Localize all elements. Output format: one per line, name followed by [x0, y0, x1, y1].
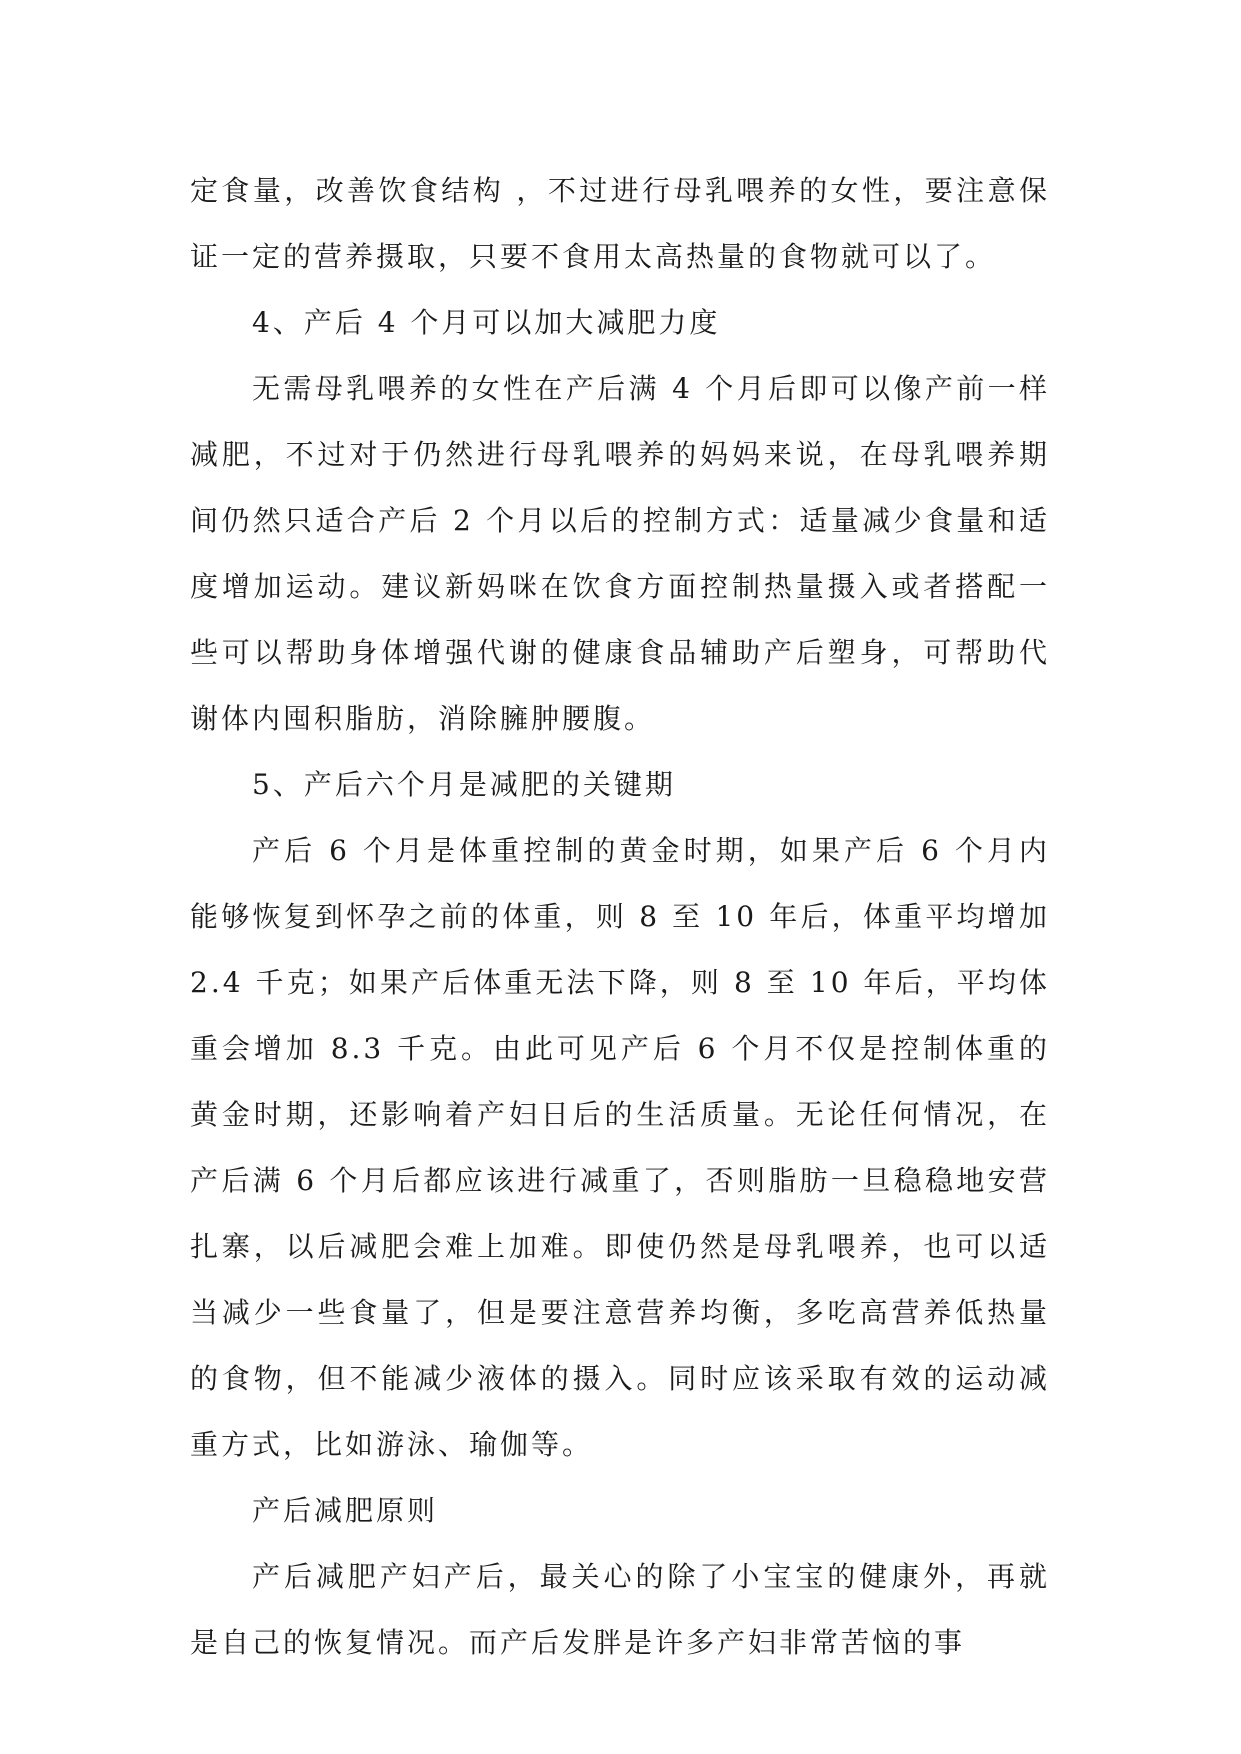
heading-principles: 产后减肥原则 [252, 1494, 439, 1527]
document-page [190, 158, 1050, 1676]
paragraph-month-4: 无需母乳喂养的女性在产后满 4 个月后即可以像产前一样减肥，不过对于仍然进行母乳喂养的妈妈来说，在母乳喂养期间仍然只适合产后 2 个月以后的控制方式：适量减少食量和适度增加运动。建议新妈咪在饮食方面控制热量摄入或者搭配一些可以帮助身体增强代谢的健康食品辅助产后塑身，可帮助代谢体内囤积脂肪，消除臃肿腰腹。 [190, 372, 1050, 735]
heading-month-6: 5、产后六个月是减肥的关键期 [252, 768, 676, 801]
heading-month-4: 4、产后 4 个月可以加大减肥力度 [252, 306, 721, 339]
paragraph-principles: 产后减肥产妇产后，最关心的除了小宝宝的健康外，再就是自己的恢复情况。而产后发胖是许多产妇非常苦恼的事 [190, 1560, 1050, 1659]
paragraph-diet-continuation: 定食量，改善饮食结构 ，不过进行母乳喂养的女性，要注意保证一定的营养摄取，只要不食用太高热量的食物就可以了。 [190, 174, 1050, 273]
paragraph-month-6: 产后 6 个月是体重控制的黄金时期，如果产后 6 个月内能够恢复到怀孕之前的体重，则 8 至 10 年后，体重平均增加 2.4 千克；如果产后体重无法下降，则 8 至 10 年后，平均体重会增加 8.3 千克。由此可见产后 6 个月不仅是控制体重的黄金时期，还影响着产妇日后的生活质量。无论任何情况，在产后满 6 个月后都应该进行减重了，否则脂肪一旦稳稳地安营扎寨，以后减肥会难上加难。即使仍然是母乳喂养，也可以适当减少一些食量了，但是要注意营养均衡，多吃高营养低热量的食物，但不能减少液体的摄入。同时应该采取有效的运动减重方式，比如游泳、瑜伽等。 [190, 834, 1050, 1461]
